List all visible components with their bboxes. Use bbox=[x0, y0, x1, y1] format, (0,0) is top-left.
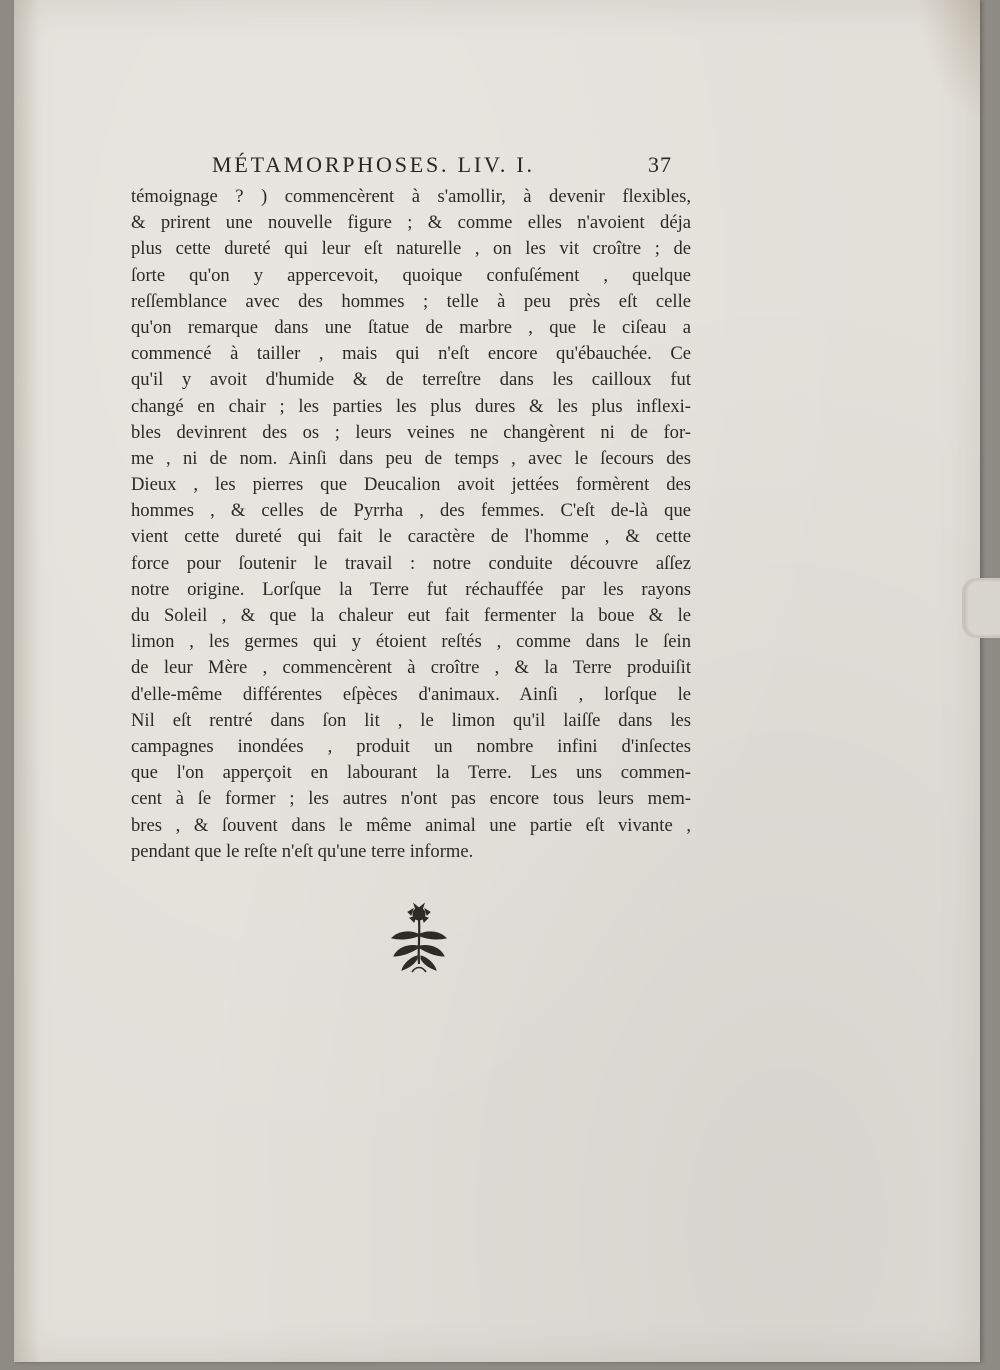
text-line: limon , les germes qui y étoient reſtés , comme dans le ſein bbox=[131, 631, 691, 653]
text-line: qu'il y avoit d'humide & de terreſtre dans les cailloux fut bbox=[131, 369, 691, 391]
text-line: cent à ſe former ; les autres n'ont pas encore tous leurs mem- bbox=[131, 788, 691, 810]
text-line: bres , & ſouvent dans le même animal une partie eſt vivante , bbox=[131, 814, 691, 836]
flower-vignette-icon bbox=[386, 900, 452, 976]
text-line: que l'on apperçoit en labourant la Terre. Les uns commen- bbox=[131, 762, 691, 784]
running-head bbox=[212, 152, 672, 182]
text-line: bles devinrent des os ; leurs veines ne changèrent ni de for- bbox=[131, 421, 691, 443]
text-line: de leur Mère , commencèrent à croître , & la Terre produiſit bbox=[131, 657, 691, 679]
text-line: notre origine. Lorſque la Terre fut réchauffée par les rayons bbox=[131, 578, 691, 600]
text-line: reſſemblance avec des hommes ; telle à peu près eſt celle bbox=[131, 290, 691, 312]
text-line: Dieux , les pierres que Deucalion avoit jettées formèrent des bbox=[131, 474, 691, 496]
text-line: commencé à tailler , mais qui n'eſt encore qu'ébauchée. Ce bbox=[131, 343, 691, 365]
text-line: force pour ſoutenir le travail : notre conduite découvre aſſez bbox=[131, 552, 691, 574]
page-number: 37 bbox=[648, 152, 672, 177]
text-line: hommes , & celles de Pyrrha , des femmes. C'eſt de-là que bbox=[131, 500, 691, 522]
text-line: du Soleil , & que la chaleur eut fait fermenter la boue & le bbox=[131, 605, 691, 626]
text-line: campagnes inondées , produit un nombre infini d'inſectes bbox=[131, 735, 691, 757]
body-text bbox=[131, 184, 691, 865]
text-line: qu'on remarque dans une ſtatue de marbre , que le ciſeau a bbox=[131, 316, 691, 338]
text-line: témoignage ? ) commencèrent à s'amollir, à devenir flexibles, bbox=[131, 186, 691, 207]
text-line: changé en chair ; les parties les plus dures & les plus inflexi- bbox=[131, 395, 691, 417]
text-line: d'elle-même différentes eſpèces d'animaux. Ainſi , lorſque le bbox=[131, 683, 691, 705]
text-line: plus cette dureté qui leur eſt naturelle , on les vit croître ; de bbox=[131, 238, 691, 260]
text-line: me , ni de nom. Ainſi dans peu de temps , avec le ſecours des bbox=[131, 447, 691, 469]
text-line: pendant que le reſte n'eſt qu'une terre informe. bbox=[131, 840, 474, 862]
page-tab-marker bbox=[962, 578, 1000, 638]
text-line: Nil eſt rentré dans ſon lit , le limon qu'il laiſſe dans les bbox=[131, 709, 691, 731]
text-line: ſorte qu'on y appercevoit, quoique confuſément , quelque bbox=[131, 264, 691, 286]
book-page bbox=[14, 0, 980, 1362]
running-title: MÉTAMORPHOSES. LIV. I. bbox=[212, 152, 535, 177]
text-line: vient cette dureté qui fait le caractère de l'homme , & cette bbox=[131, 526, 691, 548]
text-line: & prirent une nouvelle figure ; & comme elles n'avoient déja bbox=[131, 212, 691, 234]
